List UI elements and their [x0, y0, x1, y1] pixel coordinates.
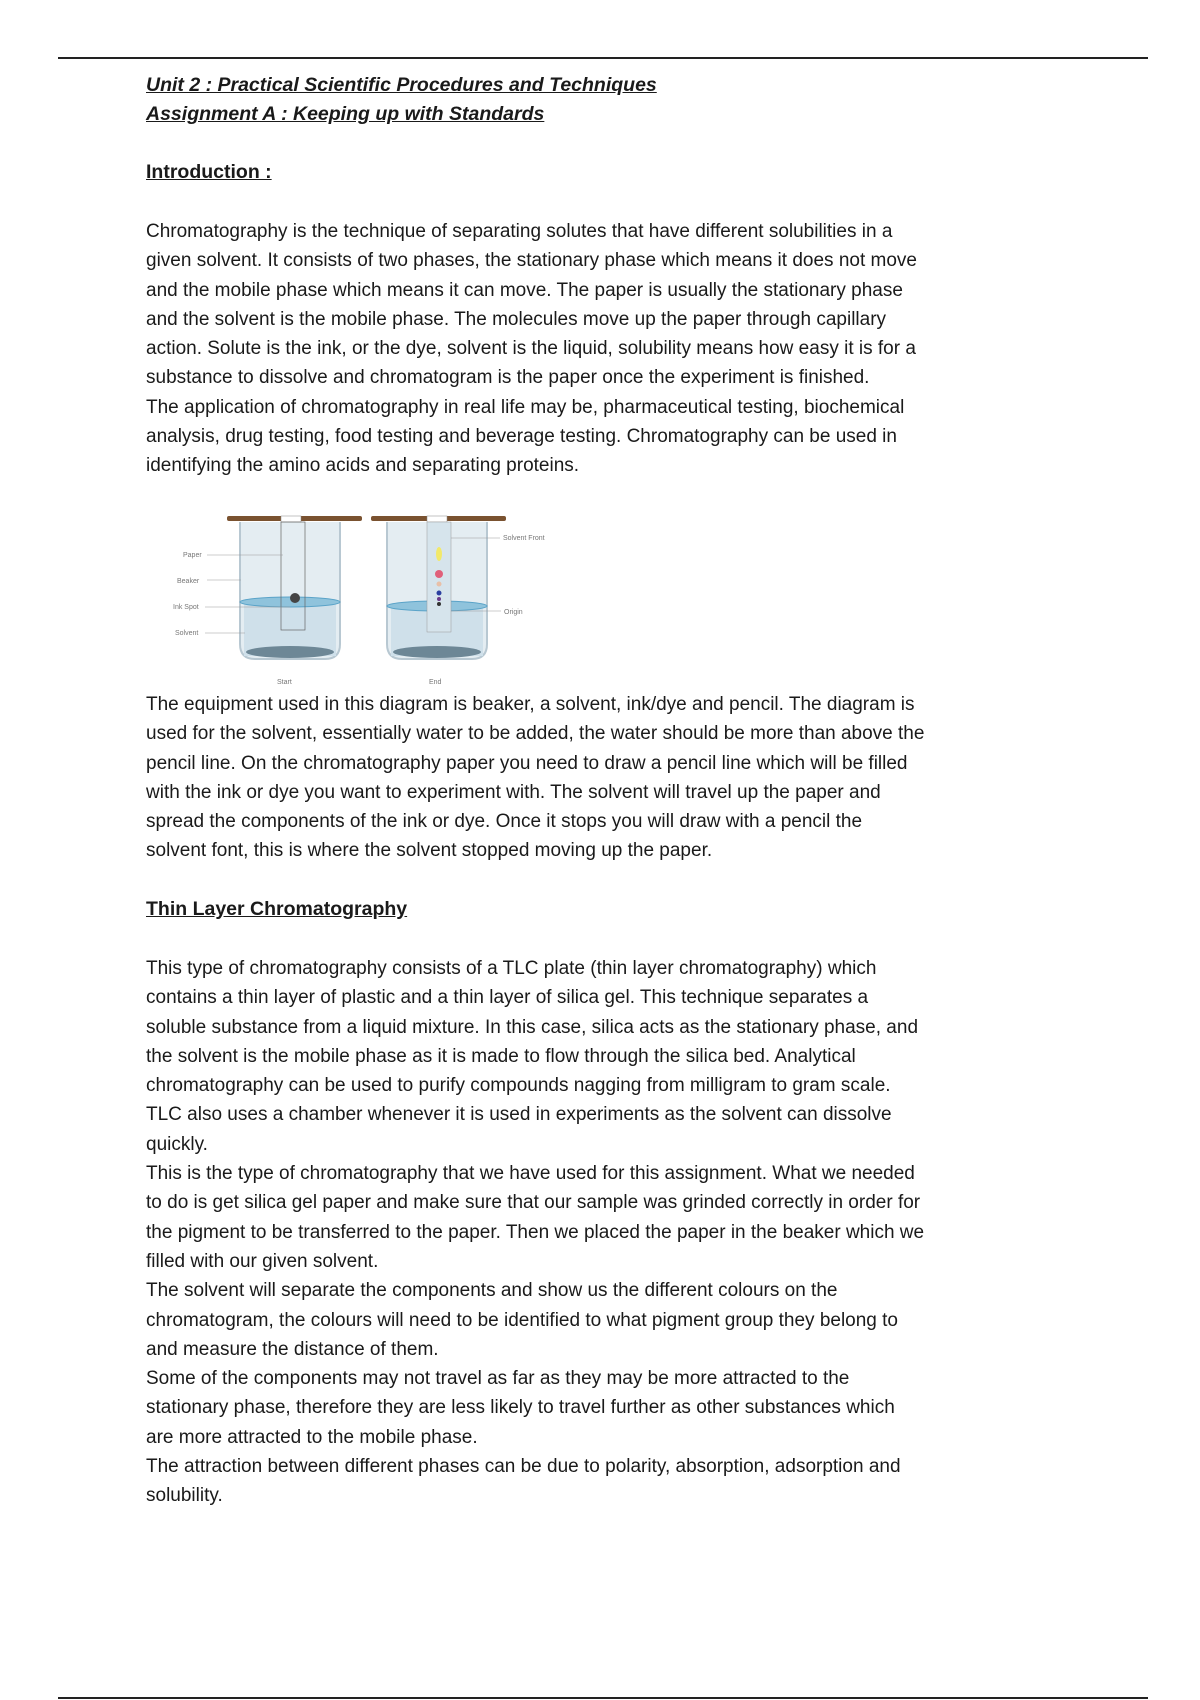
intro-heading: Introduction : — [146, 161, 272, 183]
tlc-heading: Thin Layer Chromatography — [146, 898, 408, 920]
text-line: filled with our given solvent. — [146, 1250, 379, 1272]
text-line: pencil line. On the chromatography paper you need to draw a pencil line which will be filled — [146, 752, 908, 774]
text-line: with the ink or dye you want to experiment with. The solvent will travel up the paper and — [146, 781, 881, 803]
tlc-paragraph — [146, 954, 1086, 1511]
text-line: action. Solute is the ink, or the dye, solvent is the liquid, solubility means how easy it is for a — [146, 338, 916, 360]
text-line: The equipment used in this diagram is beaker, a solvent, ink/dye and pencil. The diagram is — [146, 694, 915, 715]
text-line: The solvent will separate the components and show us the different colours on the — [146, 1280, 838, 1302]
label-ink-spot: Ink Spot — [173, 604, 199, 611]
label-paper: Paper — [183, 552, 202, 559]
text-line: Chromatography is the technique of separating solutes that have different solubilities in a — [146, 221, 893, 242]
label-end: End — [429, 679, 442, 686]
label-origin: Origin — [504, 609, 523, 616]
text-line: solubility. — [146, 1485, 223, 1507]
bottom-rule — [58, 1697, 1148, 1699]
text-line: This is the type of chromatography that we have used for this assignment. What we needed — [146, 1163, 915, 1185]
text-line: spread the components of the ink or dye. Once it stops you will draw with a pencil the — [146, 811, 863, 833]
text-line: quickly. — [146, 1133, 208, 1155]
text-line: substance to dissolve and chromatogram is the paper once the experiment is finished. — [146, 367, 870, 389]
text-line: The application of chromatography in real life may be, pharmaceutical testing, biochemical — [146, 396, 905, 418]
document-header — [146, 71, 1086, 129]
text-line: TLC also uses a chamber whenever it is used in experiments as the solvent can dissolve — [146, 1104, 892, 1126]
end-beaker — [371, 516, 506, 659]
text-line: are more attracted to the mobile phase. — [146, 1426, 478, 1448]
chromatography-diagram — [145, 494, 581, 690]
text-line: used for the solvent, essentially water to be added, the water should be more than above the — [146, 723, 925, 745]
text-line: analysis, drug testing, food testing and beverage testing. Chromatography can be used in — [146, 426, 897, 448]
text-line: to do is get silica gel paper and make sure that our sample was grinded correctly in order for — [146, 1192, 921, 1214]
text-line: stationary phase, therefore they are less likely to travel further as other substances which — [146, 1397, 895, 1419]
text-line: contains a thin layer of plastic and a thin layer of silica gel. This technique separates a — [146, 987, 869, 1009]
text-line: the solvent is the mobile phase as it is made to flow through the silica bed. Analytical — [146, 1045, 856, 1067]
equipment-paragraph — [146, 690, 1086, 866]
label-solvent: Solvent — [175, 630, 199, 637]
text-line: This type of chromatography consists of a TLC plate (thin layer chromatography) which — [146, 958, 877, 979]
unit-title: Unit 2 : Practical Scientific Procedures and Techniques — [146, 74, 657, 96]
label-start: Start — [277, 679, 292, 686]
text-line: chromatography can be used to purify compounds nagging from milligram to gram scale. — [146, 1075, 891, 1097]
text-line: soluble substance from a liquid mixture. In this case, silica acts as the stationary phase, and — [146, 1016, 919, 1038]
text-line: the pigment to be transferred to the paper. Then we placed the paper in the beaker which we — [146, 1221, 925, 1243]
text-line: identifying the amino acids and separating proteins. — [146, 455, 580, 477]
label-solvent-front: Solvent Front — [503, 535, 545, 542]
text-line: and the solvent is the mobile phase. The molecules move up the paper through capillary — [146, 308, 887, 330]
text-line: and the mobile phase which means it can move. The paper is usually the stationary phase — [146, 279, 903, 301]
text-line: chromatogram, the colours will need to be identified to what pigment group they belong to — [146, 1309, 899, 1331]
text-line: Some of the components may not travel as far as they may be more attracted to the — [146, 1368, 850, 1390]
start-beaker — [227, 516, 362, 659]
text-line: solvent font, this is where the solvent stopped moving up the paper. — [146, 840, 713, 862]
intro-paragraph — [146, 217, 1086, 481]
assignment-title: Assignment A : Keeping up with Standards — [146, 103, 545, 125]
top-rule — [58, 57, 1148, 59]
text-line: and measure the distance of them. — [146, 1338, 439, 1360]
text-line: The attraction between different phases can be due to polarity, absorption, adsorption and — [146, 1456, 901, 1478]
text-line: given solvent. It consists of two phases, the stationary phase which means it does not move — [146, 250, 917, 272]
label-beaker: Beaker — [177, 578, 200, 585]
